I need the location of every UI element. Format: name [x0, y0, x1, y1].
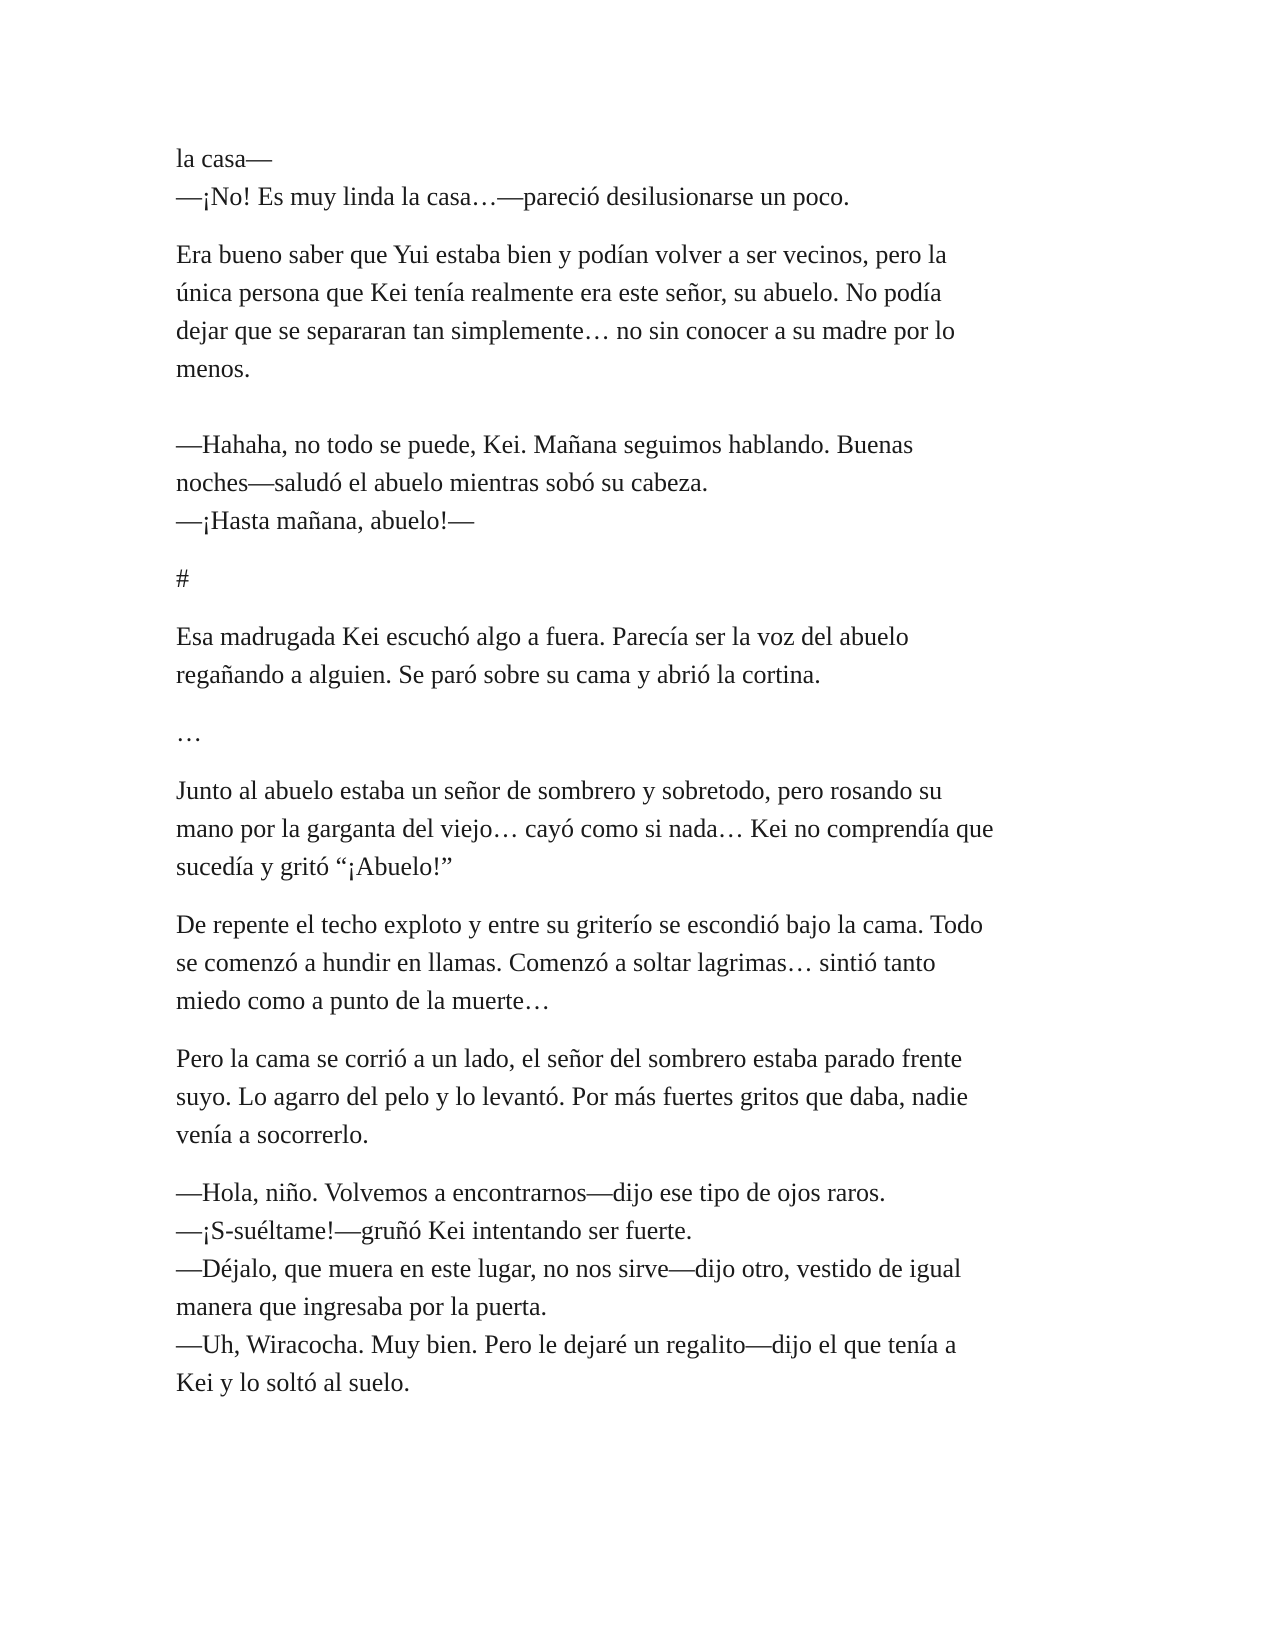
- paragraph-6: [176, 906, 1106, 1020]
- text-line: se comenzó a hundir en llamas. Comenzó a soltar lagrimas… sintió tanto: [176, 948, 936, 977]
- paragraph-3: [176, 426, 1106, 540]
- text-line: Era bueno saber que Yui estaba bien y podían volver a ser vecinos, pero la: [176, 240, 947, 269]
- paragraph-1: [176, 140, 1106, 216]
- text-line: dejar que se separaran tan simplemente… no sin conocer a su madre por lo: [176, 316, 955, 345]
- document-page: [176, 140, 1106, 1422]
- text-line: De repente el techo exploto y entre su griterío se escondió bajo la cama. Todo: [176, 910, 984, 939]
- text-line: menos.: [176, 354, 251, 383]
- scene-break: [176, 560, 1106, 598]
- text-line: regañando a alguien. Se paró sobre su cama y abrió la cortina.: [176, 660, 821, 689]
- text-line: —Déjalo, que muera en este lugar, no nos sirve—dijo otro, vestido de igual: [176, 1254, 962, 1283]
- text-line: Kei y lo soltó al suelo.: [176, 1368, 410, 1397]
- paragraph-4: [176, 618, 1106, 694]
- text-line: Esa madrugada Kei escuchó algo a fuera. Parecía ser la voz del abuelo: [176, 622, 909, 651]
- text-line: noches—saludó el abuelo mientras sobó su cabeza.: [176, 468, 709, 497]
- text-line: suyo. Lo agarro del pelo y lo levantó. Por más fuertes gritos que daba, nadie: [176, 1082, 969, 1111]
- text-line: —Hahaha, no todo se puede, Kei. Mañana seguimos hablando. Buenas: [176, 430, 914, 459]
- text-line: …: [176, 718, 202, 747]
- text-line: Junto al abuelo estaba un señor de sombrero y sobretodo, pero rosando su: [176, 776, 943, 805]
- text-line: manera que ingresaba por la puerta.: [176, 1292, 548, 1321]
- text-line: #: [176, 564, 189, 593]
- text-line: la casa—: [176, 144, 273, 173]
- text-line: venía a socorrerlo.: [176, 1120, 369, 1149]
- text-line: miedo como a punto de la muerte…: [176, 986, 551, 1015]
- text-line: —¡No! Es muy linda la casa…—pareció desilusionarse un poco.: [176, 182, 850, 211]
- text-line: mano por la garganta del viejo… cayó como si nada… Kei no comprendía que: [176, 814, 994, 843]
- text-line: sucedía y gritó “¡Abuelo!”: [176, 852, 453, 881]
- text-line: —¡Hasta mañana, abuelo!—: [176, 506, 475, 535]
- paragraph-5: [176, 772, 1106, 886]
- paragraph-7: [176, 1040, 1106, 1154]
- ellipsis-break: [176, 714, 1106, 752]
- text-line: Pero la cama se corrió a un lado, el señor del sombrero estaba parado frente: [176, 1044, 963, 1073]
- text-line: única persona que Kei tenía realmente era este señor, su abuelo. No podía: [176, 278, 942, 307]
- text-line: —¡S-suéltame!—gruñó Kei intentando ser fuerte.: [176, 1216, 693, 1245]
- paragraph-8: [176, 1174, 1106, 1402]
- text-line: —Hola, niño. Volvemos a encontrarnos—dijo ese tipo de ojos raros.: [176, 1178, 886, 1207]
- paragraph-2: [176, 236, 1106, 388]
- text-line: —Uh, Wiracocha. Muy bien. Pero le dejaré un regalito—dijo el que tenía a: [176, 1330, 957, 1359]
